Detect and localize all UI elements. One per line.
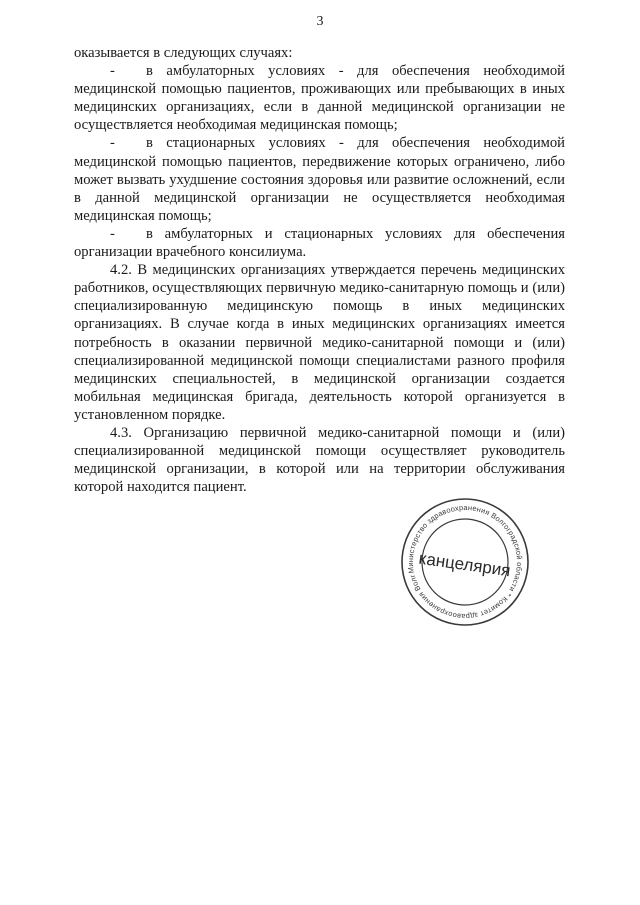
list-dash: - <box>110 63 115 80</box>
list-dash: - <box>110 135 115 152</box>
list-item <box>74 62 565 134</box>
paragraph-text: Организацию первичной медико-санитарной помощи и (или) специализированной медицинской помощи осуществляет руководитель медицинской организации, в которой или на территории обслуживания которой находится пациент. <box>74 424 565 496</box>
list-item-text: в амбулаторных и стационарных условиях для обеспечения организации врачебного консилиума. <box>74 225 565 261</box>
list-item-text: в стационарных условиях - для обеспечения необходимой медицинской помощью пациентов, передвижение которых ограничено, либо может вызвать ухудшение состояния здоровья или развитие осложнений, если в данной медицинской организации не осуществляется необходимая медицинская помощь; <box>74 135 565 224</box>
paragraph-4-2 <box>74 261 565 424</box>
document-body <box>74 44 565 496</box>
list-item <box>74 134 565 224</box>
list-dash: - <box>110 225 115 242</box>
paragraph-number: 4.2. <box>110 262 132 279</box>
page-number: 3 <box>316 14 324 29</box>
stamp-center-text: канцелярия <box>417 548 512 581</box>
office-stamp <box>399 496 531 628</box>
paragraph-4-3 <box>74 424 565 496</box>
intro-line: оказывается в следующих случаях: <box>74 45 293 61</box>
list-item <box>74 225 565 261</box>
paragraph-number: 4.3. <box>110 424 132 441</box>
list-item-text: в амбулаторных условиях - для обеспечения необходимой медицинской помощью пациентов, проживающих или пребывающих в иных медицинских организациях, если в данной медицинской организации не осуществляется необходимая медицинская помощь; <box>74 63 565 134</box>
paragraph-text: В медицинских организациях утверждается перечень медицинских работников, осуществляющих первичную медико-санитарную помощь и (или) специализированную медицинскую помощь в иных медицинских организациях. В случае когда в иных медицинских организациях имеется потребность в оказании первичной медико-санитарной помощи и (или) специализированной медицинской помощи специалистами разного профиля медицинских специальностей, в медицинской организации создается мобильная медицинская бригада, деятельность которой организуется в установленном порядке. <box>74 262 566 423</box>
stamp-ring-text: Министерство здравоохранения Волгоградской области * Комитет здравоохранения Волгоградской <box>405 502 525 622</box>
